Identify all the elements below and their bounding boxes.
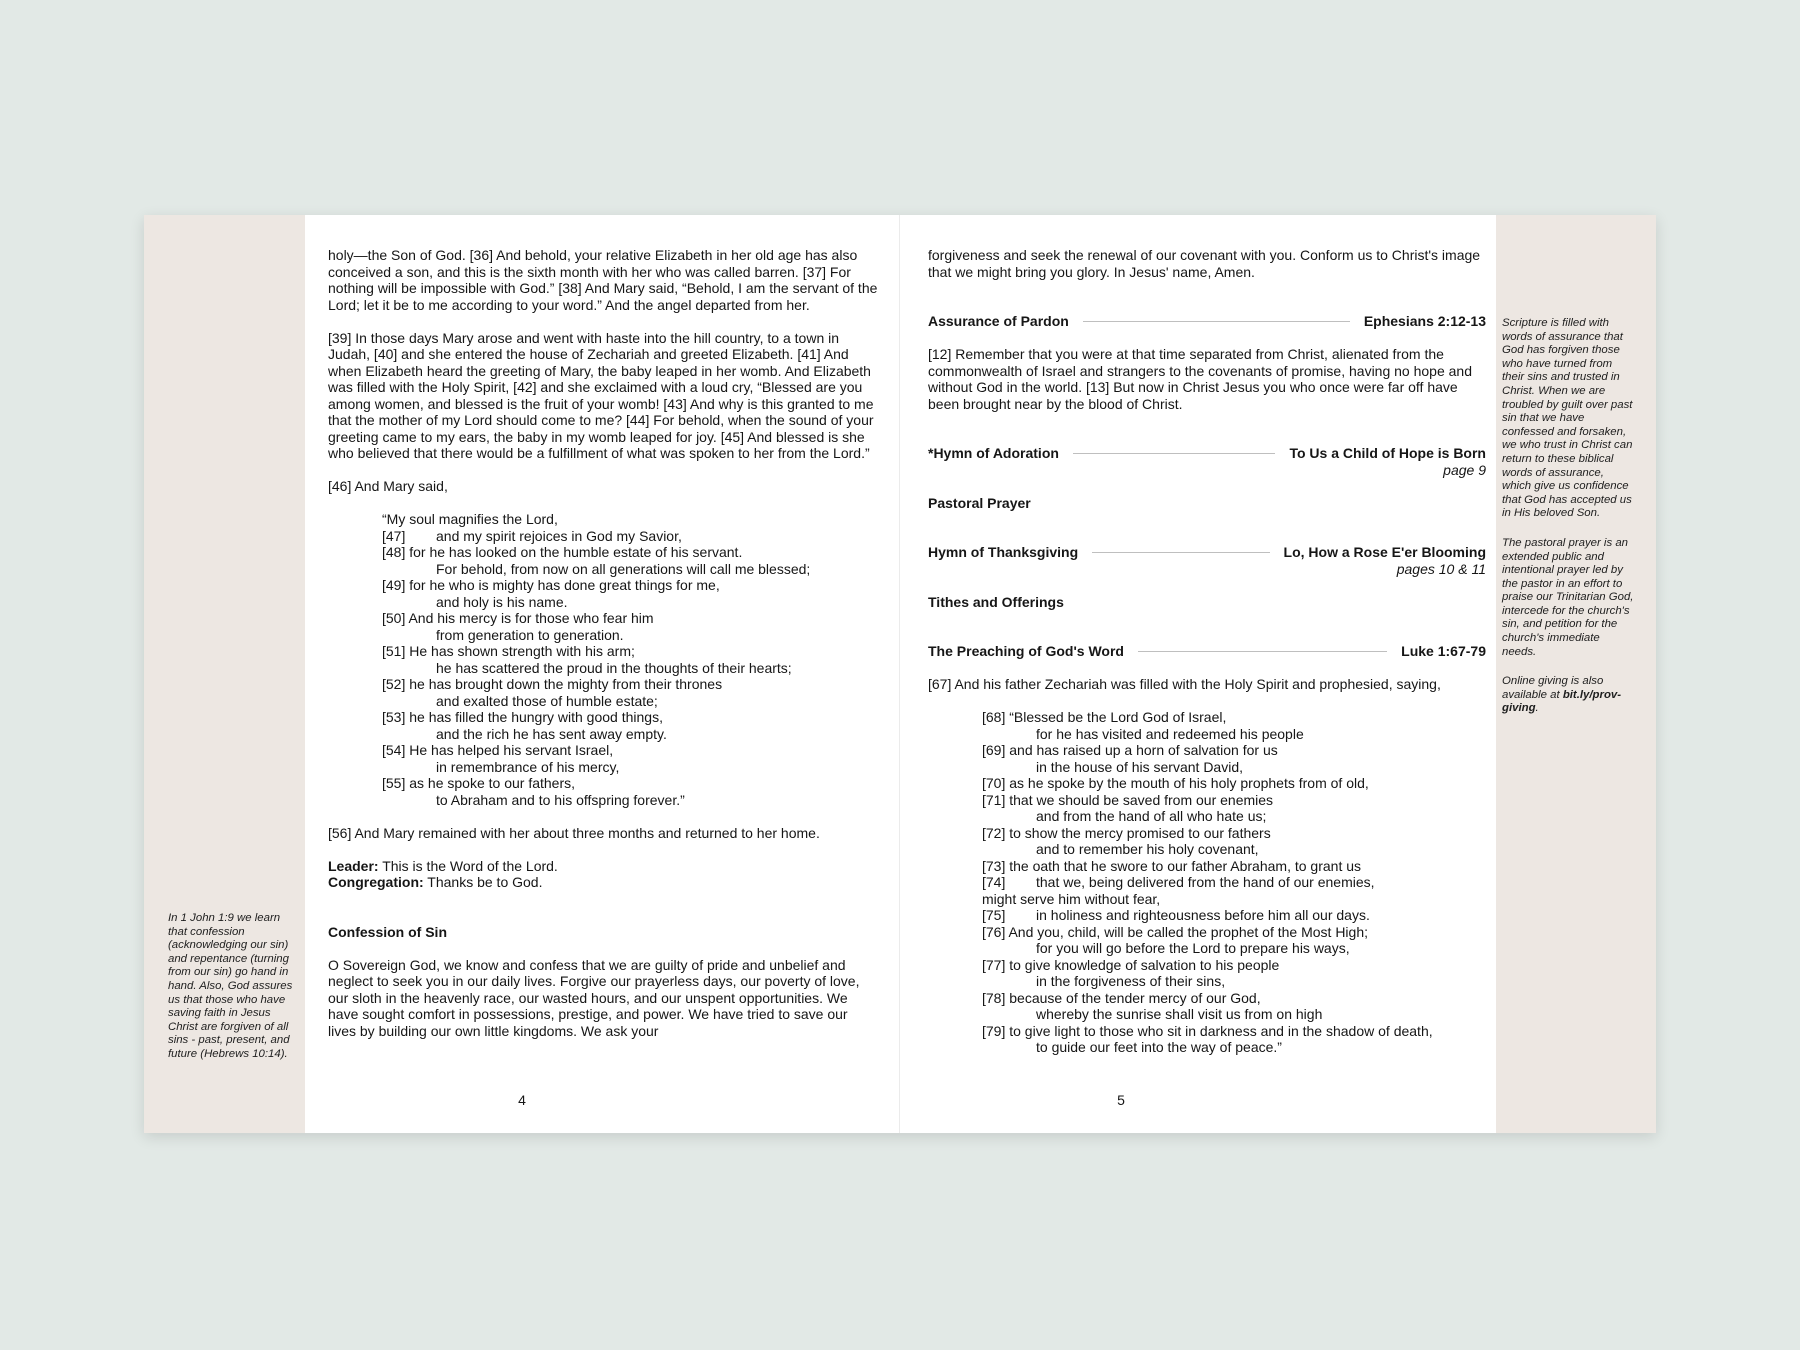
poem-line [382, 561, 878, 578]
hymn-thanksgiving-row [928, 544, 1486, 561]
scripture-paragraph: [39] In those days Mary arose and went with haste into the hill country, to a town in Judah, [40] and she entered the house of Zechariah and greeted Elizabeth. [41] And when Elizabeth heard the greeting of Mary, the baby leaped in her womb. And Elizabeth was filled with the Holy Spirit, [42] and she exclaimed with a loud cry, “Blessed are you among women, and blessed is the fruit of your womb! [43] And why is this granted to me that the mother of my Lord should come to me? [44] For behold, when the sound of your greeting came to my ears, the baby in my womb leaped for joy. [45] And blessed is she who believed that there would be a fulfillment of what was spoken to her from the Lord.” [328, 329, 874, 461]
poem-line-text: [68] “Blessed be the Lord God of Israel, [982, 709, 1227, 725]
hymn-adoration-page: page 9 [1443, 461, 1486, 478]
poem-line-text: [77] to give knowledge of salvation to his people [982, 956, 1280, 973]
scripture-paragraph: holy—the Son of God. [36] And behold, your relative Elizabeth in her old age has also conceived a son, and this is the sixth month with her who was called barren. [37] For nothing will be impossible with God.” [38] And Mary said, “Behold, I am the servant of the Lord; let it be to me according to your word.” And the angel departed from her. [328, 247, 878, 313]
poem-line [982, 1039, 1486, 1056]
poem-line-text: and exalted those of humble estate; [436, 692, 658, 709]
hymn-adoration-title: To Us a Child of Hope is Born [1289, 445, 1486, 461]
poem-line [982, 709, 1486, 726]
poem-line-text: and the rich he has sent away empty. [436, 725, 667, 742]
poem-line-text: and my spirit rejoices in God my Savior, [436, 527, 682, 544]
giving-note [1502, 675, 1634, 716]
poem-line [982, 891, 1486, 908]
poem-line [382, 643, 878, 660]
poem-line-text: he has scattered the proud in the thoughts of their hearts; [436, 659, 792, 676]
poem-line [982, 726, 1486, 743]
poem-line [382, 775, 878, 792]
assurance-text: [12] Remember that you were at that time separated from Christ, alienated from the commonwealth of Israel and strangers to the covenants of promise, having no hope and without God in the world. [13] But now in Christ Jesus you who once were far off have been brought near by the blood of Christ. [928, 346, 1472, 412]
page-4 [328, 247, 878, 1039]
hymn-thanksgiving-title: Lo, How a Rose E'er Blooming [1283, 544, 1486, 560]
poem-line [382, 693, 878, 710]
poem-line-text: for you will go before the Lord to prepare his ways, [1036, 940, 1350, 956]
page-number-4: 4 [518, 1092, 526, 1108]
confession-note-text: In 1 John 1:9 we learn that confession (acknowledging our sin) and repentance (turning from our sin) go hand in hand. Also, God assures us that those who have saving faith in Jesus Christ are forgiven of all sins - past, present, and future (Hebrews 10:14). [168, 912, 293, 1060]
poem-line-text: for he has visited and redeemed his people [1036, 725, 1304, 742]
hymn-adoration-row [928, 445, 1486, 462]
poem-line [982, 775, 1486, 792]
tithes-heading: Tithes and Offerings [928, 593, 1064, 610]
poem-line-text: [73] the oath that he swore to our father Abraham, to grant us [982, 857, 1362, 874]
verse-number: [47] [382, 527, 406, 544]
poem-line-text: [78] because of the tender mercy of our God, [982, 989, 1261, 1006]
poem-line-text: [54] He has helped his servant Israel, [382, 742, 614, 758]
poem-line [382, 792, 878, 809]
hymn-thanksgiving-heading: Hymn of Thanksgiving [928, 544, 1079, 560]
preaching-heading-row [928, 643, 1486, 660]
poem-line-text: that we, being delivered from the hand of our enemies, [1036, 874, 1375, 890]
right-margin-panel [1496, 215, 1656, 1133]
poem-line-text: [49] for he who is mighty has done great things for me, [382, 577, 720, 593]
giving-link[interactable]: bit.ly/prov-giving [1502, 688, 1622, 715]
leader-rule [1073, 453, 1276, 454]
poem-line-text: in holiness and righteousness before him all our days. [1036, 907, 1370, 923]
poem-line-text: [51] He has shown strength with his arm; [382, 643, 635, 659]
poem-line-text: in remembrance of his mercy, [436, 758, 620, 775]
poem-line-text: and from the hand of all who hate us; [1036, 808, 1267, 824]
congregation-text: Thanks be to God. [423, 874, 543, 890]
poem-line [382, 660, 878, 677]
poem-line [382, 709, 878, 726]
right-side-notes [1502, 317, 1634, 732]
hymn-adoration-heading: *Hymn of Adoration [928, 445, 1059, 461]
verse-number: [74] [982, 874, 1006, 890]
confession-heading: Confession of Sin [328, 923, 447, 940]
poem-line [382, 726, 878, 743]
poem-line [382, 528, 878, 545]
poem-line-text: [72] to show the mercy promised to our fathers [982, 824, 1271, 841]
poem-line [982, 990, 1486, 1007]
poem-line [982, 957, 1486, 974]
poem-line [382, 594, 878, 611]
leader-rule [1092, 552, 1269, 553]
assurance-heading-row [928, 313, 1486, 330]
magnificat-poem [328, 511, 878, 808]
poem-line-text: [70] as he spoke by the mouth of his holy prophets from of old, [982, 775, 1369, 791]
poem-line-text: For behold, from now on all generations will call me blessed; [436, 560, 811, 577]
poem-line [382, 759, 878, 776]
poem-line-text: whereby the sunrise shall visit us from on high [1036, 1006, 1323, 1022]
congregation-label: Congregation: [328, 874, 424, 890]
scripture-paragraph: [56] And Mary remained with her about three months and returned to her home. [328, 824, 820, 841]
poem-line [982, 858, 1486, 875]
left-margin-panel [144, 215, 305, 1133]
poem-line-text: and holy is his name. [436, 593, 568, 610]
giving-note-prefix: Online giving is also available at [1502, 675, 1604, 701]
poem-line [982, 874, 1486, 891]
poem-line-text: [50] And his mercy is for those who fear him [382, 610, 654, 626]
poem-line [982, 1023, 1486, 1040]
poem-line-text: in the house of his servant David, [1036, 758, 1244, 775]
leader-rule [1083, 321, 1350, 322]
poem-line [382, 610, 878, 627]
confession-prayer: O Sovereign God, we know and confess that we are guilty of pride and unbelief and neglect to seek you in our daily lives. Forgive our prayerless days, our poverty of love, our sloth in the heavenly race, our wasted hours, and our unspent opportunities. We have sought comfort in possessions, prestige, and power. We have tried to save our lives by building our own little kingdoms. We ask your [328, 956, 860, 1039]
poem-line-text: [71] that we should be saved from our enemies [982, 791, 1274, 808]
poem-line-text: [76] And you, child, will be called the prophet of the Most High; [982, 923, 1369, 940]
poem-line-text: [48] for he has looked on the humble estate of his servant. [382, 544, 743, 560]
poem-line [982, 907, 1486, 924]
giving-note-suffix: . [1535, 702, 1539, 715]
bulletin-spread [144, 215, 1656, 1133]
preaching-intro: [67] And his father Zechariah was filled with the Holy Spirit and prophesied, saying, [928, 676, 1441, 692]
verse-number: [75] [982, 907, 1006, 923]
poem-line [382, 676, 878, 693]
prayer-note: The pastoral prayer is an extended public and intentional prayer led by the pastor in an effort to praise our Trinitarian God, intercede for the church's sin, and petition for the church's immediate needs. [1502, 536, 1634, 658]
leader-response [328, 858, 878, 875]
poem-line-text: [69] and has raised up a horn of salvation for us [982, 742, 1278, 758]
preaching-reference: Luke 1:67-79 [1401, 643, 1486, 659]
benedictus-poem [928, 709, 1486, 1056]
scripture-paragraph: [46] And Mary said, [328, 478, 448, 494]
leader-text: This is the Word of the Lord. [378, 857, 558, 874]
congregation-response [328, 874, 878, 891]
assurance-note: Scripture is filled with words of assurance that God has forgiven those who have turned from their sins and trusted in Christ. When we are troubled by guilt over past sin that we have confessed and forsaken, we who trust in Christ can return to these biblical words of assurance, which give us confidence that God has accepted us in His beloved Son. [1502, 317, 1633, 520]
poem-line [982, 742, 1486, 759]
poem-line-text: “My soul magnifies the Lord, [382, 511, 558, 527]
poem-line [982, 1006, 1486, 1023]
poem-line [382, 511, 878, 528]
assurance-heading: Assurance of Pardon [928, 313, 1069, 329]
poem-line [982, 841, 1486, 858]
poem-line [382, 577, 878, 594]
leader-label: Leader: [328, 857, 379, 874]
poem-line [982, 973, 1486, 990]
poem-line-text: [53] he has filled the hungry with good things, [382, 709, 663, 725]
preaching-heading: The Preaching of God's Word [928, 643, 1124, 659]
poem-line-text: might serve him without fear, [982, 890, 1161, 907]
poem-line-text: to Abraham and to his offspring forever.” [436, 791, 685, 808]
confession-continued: forgiveness and seek the renewal of our covenant with you. Conform us to Christ's image that we might bring you glory. In Jesus' name, Amen. [928, 247, 1481, 280]
confession-side-note [168, 912, 301, 1078]
poem-line-text: [52] he has brought down the mighty from their thrones [382, 676, 723, 692]
hymn-thanksgiving-pages: pages 10 & 11 [1396, 560, 1486, 577]
poem-line [382, 544, 878, 561]
poem-line-text: from generation to generation. [436, 626, 624, 643]
poem-line [982, 825, 1486, 842]
poem-line-text: in the forgiveness of their sins, [1036, 973, 1226, 989]
poem-line [382, 742, 878, 759]
page-number-5: 5 [1117, 1092, 1125, 1108]
poem-line [982, 940, 1486, 957]
leader-rule [1138, 651, 1387, 652]
page-5 [928, 247, 1486, 1056]
poem-line-text: [55] as he spoke to our fathers, [382, 775, 576, 791]
poem-line [982, 924, 1486, 941]
poem-line-text: to guide our feet into the way of peace.” [1036, 1039, 1282, 1055]
poem-line [982, 792, 1486, 809]
poem-line [382, 627, 878, 644]
pastoral-prayer-heading: Pastoral Prayer [928, 494, 1031, 511]
poem-line-text: and to remember his holy covenant, [1036, 841, 1259, 857]
page-gutter [899, 215, 900, 1133]
assurance-reference: Ephesians 2:12-13 [1363, 313, 1486, 329]
poem-line-text: [79] to give light to those who sit in darkness and in the shadow of death, [982, 1022, 1433, 1039]
poem-line [982, 759, 1486, 776]
poem-line [982, 808, 1486, 825]
